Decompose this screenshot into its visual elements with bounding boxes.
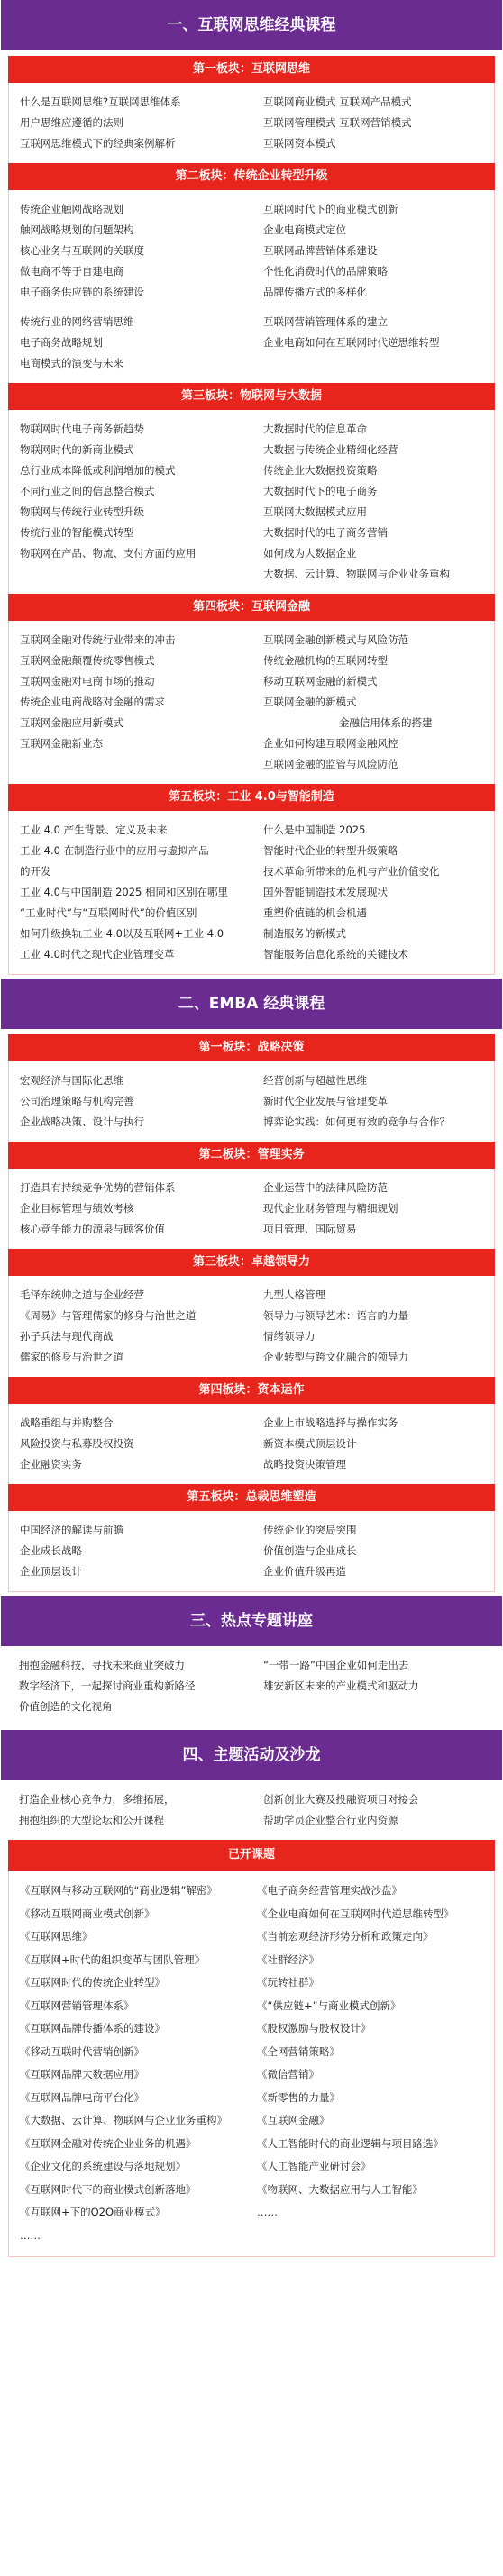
course-item: 电子商务供应链的系统建设 [20, 286, 144, 298]
module-body [8, 410, 495, 594]
module-right-col [251, 820, 494, 965]
module-title: 第一板块：互联网思维 [8, 56, 495, 83]
course-item: 互联网金融创新模式与风险防范 [263, 633, 408, 646]
course-item: 《互联网品牌传播体系的建设》 [20, 2022, 165, 2034]
course-item: 传统企业触网战略规划 [20, 203, 123, 215]
course-item: 《新零售的力量》 [257, 2090, 340, 2104]
module-body [8, 1511, 495, 1592]
course-item: 工业 4.0 在制造行业中的应用与虚拟产品 [20, 844, 209, 857]
course-item: 《周易》与管理儒家的修身与治世之道 [20, 1309, 197, 1322]
course-item: 互联网时代下的商业模式创新 [263, 203, 398, 215]
course-item: 传统企业电商战略对金融的需求 [20, 696, 165, 708]
course-item: 互联网金融对传统行业带来的冲击 [20, 633, 176, 646]
course-item: 企业战略决策、设计与执行 [20, 1115, 144, 1128]
course-item: 《股权激励与股权设计》 [257, 2022, 371, 2034]
course-item: 《微信营销》 [257, 2068, 319, 2080]
module-left-col [9, 199, 251, 374]
course-item: 什么是中国制造 2025 [263, 824, 366, 836]
course-item: 价值创造与企业成长 [263, 1544, 357, 1557]
course-item: 《互联网金融》 [257, 2114, 330, 2126]
course-item: 《人工智能产业研讨会》 [257, 2160, 371, 2172]
course-item: 《大数据、云计算、物联网与企业业务重构》 [20, 2114, 227, 2126]
course-item: 新时代企业发展与管理变革 [263, 1095, 388, 1107]
course-item: 智能时代企业的转型升级策略 [263, 844, 398, 857]
course-item: 物联网时代的新商业模式 [20, 443, 134, 456]
course-item: 金融信用体系的搭建 [339, 716, 433, 729]
module-title: 第四板块：资本运作 [8, 1377, 495, 1404]
module-body [8, 1169, 495, 1249]
module-title: 第一板块：战略决策 [8, 1034, 495, 1061]
module-left-col [9, 630, 251, 775]
course-item: 如何成为大数据企业 [263, 547, 357, 560]
course-item: 《电子商务经营管理实战沙盘》 [257, 1884, 402, 1897]
course-item: 新资本模式顶层设计 [263, 1437, 357, 1450]
course-item: 互联网金融应用新模式 [20, 716, 123, 729]
module-left-col [9, 1178, 251, 1240]
module-body [8, 1061, 495, 1142]
ellipsis: …… [257, 2206, 278, 2218]
module-title: 第二板块：传统企业转型升级 [8, 163, 495, 190]
course-item: 互联网管理模式 互联网营销模式 [263, 116, 412, 129]
course-item: 儒家的修身与治世之道 [20, 1351, 123, 1363]
course-item: 情绪领导力 [263, 1330, 316, 1343]
course-item: 企业价值升级再造 [263, 1565, 346, 1578]
course-item: 核心业务与互联网的关联度 [20, 244, 144, 257]
course-item: 领导力与领导艺术：语言的力量 [263, 1309, 408, 1322]
module-right-col [251, 1520, 494, 1582]
course-item: 风险投资与私募股权投资 [20, 1437, 134, 1450]
activities-left-col [8, 1789, 251, 1831]
course-item: 工业 4.0与中国制造 2025 相同和区别在哪里 [20, 886, 229, 898]
course-item: 传统行业的智能模式转型 [20, 526, 134, 539]
course-item: 物联网时代电子商务新趋势 [20, 423, 144, 435]
course-item: 的开发 [20, 865, 51, 878]
course-item: 传统行业的网络营销思维 [20, 315, 134, 328]
course-item: 战略重组与并购整合 [20, 1416, 114, 1429]
course-item: 打造具有持续竞争优势的营销体系 [20, 1181, 176, 1194]
lecture-item: 雄安新区未来的产业模式和驱动力 [263, 1679, 419, 1692]
module-right-col [251, 1070, 494, 1133]
course-item: 《人工智能时代的商业逻辑与项目路选》 [257, 2136, 444, 2150]
courses-offered-title: 已开课题 [8, 1840, 495, 1871]
course-item: 企业顶层设计 [20, 1565, 82, 1578]
course-item: 传统企业的突局突围 [263, 1524, 357, 1536]
module-right-col [251, 1178, 494, 1240]
course-item: 什么是互联网思维?互联网思维体系 [20, 96, 181, 108]
course-item: 大数据时代的信息革命 [263, 423, 367, 435]
course-item: 国外智能制造技术发展现状 [263, 886, 388, 898]
course-item: 互联网营销管理体系的建立 [263, 315, 388, 328]
lecture-item: 数字经济下，一起探讨商业重构新路径 [19, 1679, 196, 1692]
module-title: 第二板块：管理实务 [8, 1142, 495, 1169]
course-item: 九型人格管理 [263, 1288, 325, 1301]
course-item: 大数据时代的电子商务营销 [263, 526, 388, 539]
course-item: 个性化消费时代的品牌策略 [263, 265, 388, 278]
course-item: 移动互联网金融的新模式 [263, 675, 378, 687]
course-item: 《物联网、大数据应用与人工智能》 [257, 2182, 423, 2196]
course-item: 宏观经济与国际化思维 [20, 1074, 123, 1087]
course-item: 博弈论实践：如何更有效的竞争与合作？ [263, 1115, 450, 1128]
course-item: 互联网金融新业态 [20, 737, 103, 750]
lecture-item: 价值创造的文化视角 [19, 1700, 113, 1713]
activities-body [8, 1780, 495, 1840]
course-item: 制造服务的新模式 [263, 927, 346, 940]
course-item: 《互联网金融对传统企业业务的机遇》 [20, 2136, 197, 2150]
course-item: 企业成长战略 [20, 1544, 82, 1557]
course-item: 毛泽东统帅之道与企业经营 [20, 1288, 144, 1301]
course-item: 互联网商业模式 互联网产品模式 [263, 96, 412, 108]
course-item: 互联网大数据模式应用 [263, 505, 367, 518]
course-item: 企业运营中的法律风险防范 [263, 1181, 388, 1194]
course-item: 总行业成本降低或利润增加的模式 [20, 464, 176, 477]
module-left-col [9, 1413, 251, 1475]
course-catalog [1, 0, 502, 2257]
course-item: 《互联网+时代的组织变革与团队管理》 [20, 1952, 206, 1966]
module-left-col [9, 1520, 251, 1582]
course-item: 如何升级换轨工业 4.0以及互联网+工业 4.0 [20, 927, 224, 940]
activity-item: 拥抱组织的大型论坛和公开课程 [19, 1814, 164, 1826]
course-item: 用户思维应遵循的法则 [20, 116, 123, 129]
course-item: 智能服务信息化系统的关键技术 [263, 948, 408, 960]
course-item: 公司治理策略与机构完善 [20, 1095, 134, 1107]
course-item: 互联网资本模式 [263, 137, 336, 150]
course-item: 《移动互联网商业模式创新》 [20, 1907, 155, 1920]
section-title-emba: 二、EMBA 经典课程 [1, 979, 502, 1029]
module-title: 第四板块：互联网金融 [8, 594, 495, 621]
course-item: 电子商务战略规划 [20, 336, 103, 349]
activity-item: 打造企业核心竞争力，多维拓展， [19, 1793, 175, 1806]
course-item: 品牌传播方式的多样化 [263, 286, 367, 298]
module-left-col [9, 820, 251, 965]
course-item: 《互联网+下的O2O商业模式》 [20, 2206, 166, 2218]
courses-offered-body [8, 1871, 495, 2257]
section-title-internet: 一、互联网思维经典课程 [1, 0, 502, 50]
module-title: 第三板块：卓越领导力 [8, 1249, 495, 1276]
course-item: 互联网品牌营销体系建设 [263, 244, 378, 257]
course-item: 传统企业大数据投资策略 [263, 464, 378, 477]
course-item: 《互联网与移动互联网的“商业逻辑”解密》 [20, 1884, 217, 1897]
module-left-col [9, 1070, 251, 1133]
module-right-col [251, 419, 494, 585]
course-item: 《互联网营销管理体系》 [20, 1998, 134, 2012]
activity-item: 创新创业大赛及投融资项目对接会 [263, 1793, 419, 1806]
course-item: 大数据、云计算、物联网与企业业务重构 [263, 568, 450, 580]
course-item: 互联网金融的新模式 [263, 696, 357, 708]
course-item: 企业转型与跨文化融合的领导力 [263, 1351, 408, 1363]
course-item: 《企业电商如何在互联网时代逆思维转型》 [257, 1907, 454, 1920]
ellipsis: …… [20, 2228, 41, 2242]
course-item: 触网战略规划的问题架构 [20, 223, 134, 236]
course-item: 电商模式的演变与未来 [20, 357, 123, 369]
module-title: 第三板块：物联网与大数据 [8, 383, 495, 410]
module-right-col [251, 630, 494, 775]
lecture-item: 拥抱金融科技，寻找未来商业突破力 [19, 1659, 185, 1671]
course-item: 企业目标管理与绩效考核 [20, 1202, 134, 1215]
course-item: 经营创新与超越性思维 [263, 1074, 367, 1087]
module-right-col [251, 199, 494, 374]
course-item: 《“供应链+”与商业模式创新》 [257, 1998, 401, 2012]
module-left-col [9, 419, 251, 585]
course-item: 企业上市战略选择与操作实务 [263, 1416, 398, 1429]
lectures-body [8, 1646, 495, 1726]
course-item: 现代企业财务管理与精细规划 [263, 1202, 398, 1215]
course-item: 《玩转社群》 [257, 1976, 319, 1989]
module-body [8, 190, 495, 383]
activities-right-col [251, 1789, 495, 1831]
module-body [8, 1404, 495, 1484]
course-item: 企业融资实务 [20, 1458, 82, 1470]
course-item: 不同行业之间的信息整合模式 [20, 485, 155, 497]
course-item: 企业电商如何在互联网时代逆思维转型 [263, 336, 440, 349]
course-item: 《社群经济》 [257, 1952, 319, 1966]
course-item: 工业 4.0时代之现代企业管理变革 [20, 948, 175, 960]
module-body [8, 621, 495, 784]
module-left-col [9, 1285, 251, 1368]
course-item: 企业如何构建互联网金融风控 [263, 737, 398, 750]
course-item: 《企业文化的系统建设与落地规划》 [20, 2160, 186, 2172]
course-item: 项目管理、国际贸易 [263, 1223, 357, 1235]
course-item: 《互联网思维》 [20, 1930, 93, 1943]
section-title-activities: 四、主题活动及沙龙 [1, 1730, 502, 1780]
lecture-item: “一带一路”中国企业如何走出去 [263, 1659, 409, 1671]
module-body [8, 811, 495, 975]
lectures-left-col [8, 1655, 251, 1717]
activity-item: 帮助学员企业整合行业内资源 [263, 1814, 398, 1826]
course-item: 《互联网品牌电商平台化》 [20, 2090, 144, 2104]
course-item: 工业 4.0 产生背景、定义及未来 [20, 824, 168, 836]
lectures-right-col [251, 1655, 495, 1717]
course-item: 大数据与传统企业精细化经营 [263, 443, 398, 456]
course-item: 《互联网品牌大数据应用》 [20, 2068, 144, 2080]
course-item: 互联网金融的监管与风险防范 [263, 758, 398, 770]
course-item: 互联网金融颠覆传统零售模式 [20, 654, 155, 667]
module-title: 第五板块：工业 4.0与智能制造 [8, 784, 495, 811]
course-item: “工业时代”与“互联网时代”的价值区别 [20, 906, 197, 919]
course-item: 物联网在产品、物流、支付方面的应用 [20, 547, 197, 560]
course-item: 中国经济的解读与前瞻 [20, 1524, 123, 1536]
course-item: 《移动互联时代营销创新》 [20, 2044, 144, 2058]
courses-left-col [9, 1880, 250, 2247]
course-item: 孙子兵法与现代商战 [20, 1330, 114, 1343]
course-item: 《当前宏观经济形势分析和政策走向》 [257, 1930, 434, 1943]
module-body [8, 83, 495, 163]
module-left-col [9, 92, 251, 154]
course-item: 传统金融机构的互联网转型 [263, 654, 388, 667]
course-item: 互联网金融对电商市场的推动 [20, 675, 155, 687]
course-item: 战略投资决策管理 [263, 1458, 346, 1470]
module-body [8, 1276, 495, 1377]
module-title: 第五板块：总裁思维塑造 [8, 1484, 495, 1511]
course-item: 互联网思维模式下的经典案例解析 [20, 137, 176, 150]
course-item: 物联网与传统行业转型升级 [20, 505, 144, 518]
course-item: 《互联网时代下的商业模式创新落地》 [20, 2182, 197, 2196]
course-item: 做电商不等于自建电商 [20, 265, 123, 278]
module-right-col [251, 1285, 494, 1368]
course-item: 《全网营销策略》 [257, 2044, 340, 2058]
course-item: 技术革命所带来的危机与产业价值变化 [263, 865, 440, 878]
courses-right-col [250, 1880, 494, 2247]
course-item: 企业电商模式定位 [263, 223, 346, 236]
module-right-col [251, 1413, 494, 1475]
course-item: 重塑价值链的机会机遇 [263, 906, 367, 919]
course-item: 大数据时代下的电子商务 [263, 485, 378, 497]
course-item: 《互联网时代的传统企业转型》 [20, 1976, 165, 1989]
module-right-col [251, 92, 494, 154]
course-item: 核心竞争能力的源泉与顾客价值 [20, 1223, 165, 1235]
section-title-lectures: 三、热点专题讲座 [1, 1596, 502, 1646]
